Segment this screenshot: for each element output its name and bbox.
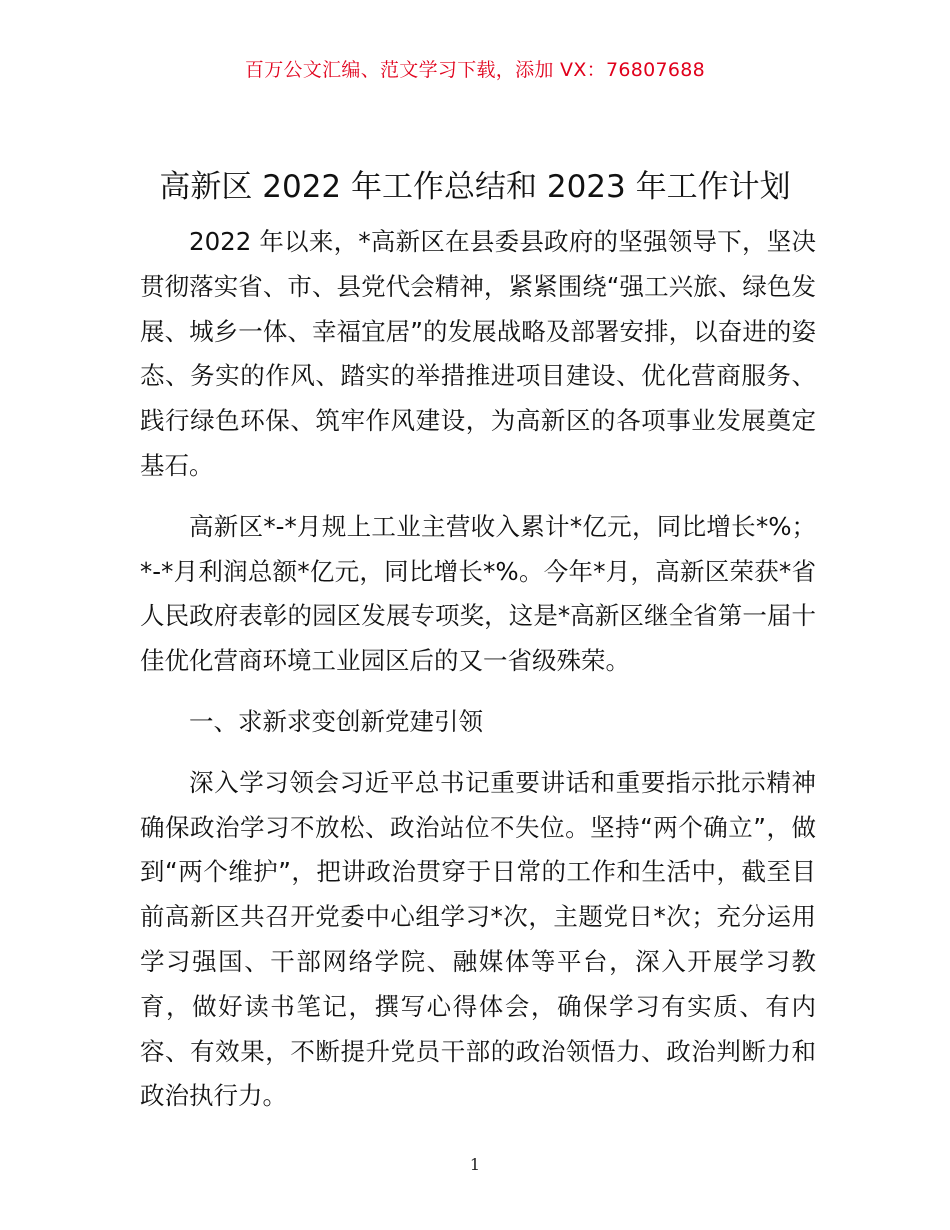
paragraph-statistics: 高新区*-*月规上工业主营收入累计*亿元，同比增长*%；*-*月利润总额*亿元，同比增长*%。今年*月，高新区荣获*省人民政府表彰的园区发展专项奖，这是*高新区继全省第一届十佳优化营商环境工业园区后的又一省级殊荣。 <box>140 511 816 676</box>
paragraph-intro: 2022 年以来，*高新区在县委县政府的坚强领导下，坚决贯彻落实省、市、县党代会精神，紧紧围绕“强工兴旅、绿色发展、城乡一体、幸福宜居”的发展战略及部署安排，以奋进的姿态、务实的作风、踏实的举措推进项目建设、优化营商服务、践行绿色环保、筑牢作风建设，为高新区的各项事业发展奠定基石。 <box>140 227 816 480</box>
document-title: 高新区 2022 年工作总结和 2023 年工作计划 <box>159 169 791 205</box>
paragraph-political-study: 深入学习领会习近平总书记重要讲话和重要指示批示精神确保政治学习不放松、政治站位不失位。坚持“两个确立”，做到“两个维护”，把讲政治贯穿于日常的工作和生活中，截至目前高新区共召开党委中心组学习*次，主题党日*次；充分运用学习强国、干部网络学院、融媒体等平台，深入开展学习教育，做好读书笔记，撰写心得体会，确保学习有实质、有内容、有效果，不断提升党员干部的政治领悟力、政治判断力和政治执行力。 <box>140 767 816 1111</box>
document-body <box>140 220 816 1119</box>
page-number: 1 <box>469 1155 481 1174</box>
download-banner: 百万公文汇编、范文学习下载，添加 VX：76807688 <box>244 59 706 81</box>
section-heading-party-building: 一、求新求变创新党建引领 <box>189 706 483 736</box>
